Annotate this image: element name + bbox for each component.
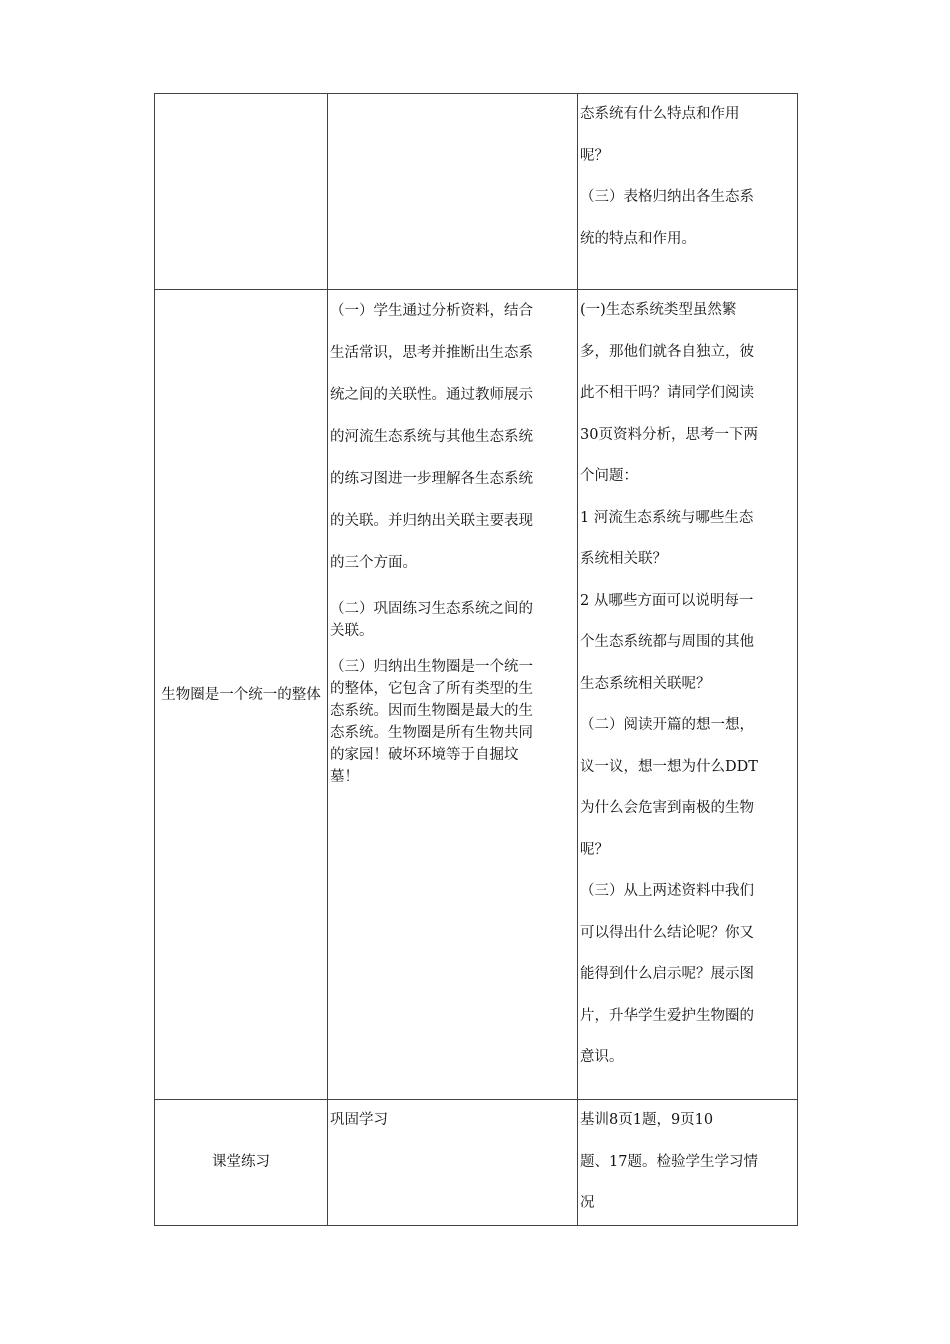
text-line: 墓！ (330, 769, 359, 785)
table-row (155, 1100, 798, 1226)
text-line: (一)生态系统类型虽然繁 (580, 302, 737, 318)
text-line: 议一议，想一想为什么DDT (580, 758, 758, 775)
text-line: 为什么会危害到南极的生物 (580, 800, 754, 816)
row3-stage-cell (155, 1100, 328, 1226)
row2-student-cell (328, 290, 578, 1100)
text-line: 关联。 (330, 623, 374, 639)
text-line: 生态系统相关联呢？ (580, 675, 711, 692)
text-line: 的关联。并归纳出关联主要表现 (330, 513, 533, 529)
table-row (155, 290, 798, 1100)
text-line: 的整体，它包含了所有类型的生 (330, 681, 533, 697)
text-line: 巩固学习 (330, 1112, 388, 1128)
text-line: 意识。 (580, 1049, 624, 1065)
text-line: 片，升华学生爱护生物圈的 (580, 1007, 754, 1024)
text-line: 的练习图进一步理解各生态系统 (330, 471, 533, 487)
text-line: 个生态系统都与周围的其他 (580, 634, 754, 650)
text-line: 个问题： (580, 468, 638, 484)
text-line: 30页资料分析，思考一下两 (580, 426, 758, 443)
text-line: 生活常识，思考并推断出生态系 (330, 345, 533, 361)
text-line: 的三个方面。 (330, 555, 417, 571)
text-line: 1 河流生态系统与哪些生态 (580, 509, 754, 526)
text-line: （二）阅读开篇的想一想， (580, 717, 754, 733)
text-line: 多，那他们就各自独立，彼 (580, 343, 754, 360)
text-line: 况 (580, 1195, 595, 1211)
text-line: （三）从上两述资料中我们 (580, 883, 754, 899)
text-line: 系统相关联？ (580, 551, 667, 567)
text-line: 可以得出什么结论呢？你又 (580, 924, 754, 941)
text-line: 态系统。生物圈是所有生物共同 (330, 725, 533, 741)
text-line: 基训8页1题，9页10 (580, 1112, 714, 1128)
row2-teacher-cell (578, 290, 798, 1100)
text-line: 态系统有什么特点和作用 (580, 106, 740, 122)
lesson-plan-table (154, 93, 798, 1226)
row1-stage-cell (155, 94, 328, 290)
text-line: 呢？ (580, 841, 609, 858)
row2-stage-cell (155, 290, 328, 1100)
text-line: 统之间的关联性。通过教师展示 (330, 387, 533, 403)
text-line: 题、17题。检验学生学习情 (580, 1153, 758, 1170)
paragraph-gap (328, 642, 577, 656)
text-line: （一）学生通过分析资料，结合 (330, 303, 533, 319)
text-line: （二）巩固练习生态系统之间的 (330, 601, 533, 617)
text-line: 能得到什么启示呢？展示图 (580, 966, 754, 982)
text-line: （三）表格归纳出各生态系 (580, 189, 754, 205)
text-line: 呢？ (580, 147, 609, 164)
text-line: 态系统。因而生物圈是最大的生 (330, 703, 533, 719)
text-line: 的河流生态系统与其他生态系统 (330, 429, 533, 445)
text-line: 2 从哪些方面可以说明每一 (580, 592, 754, 609)
row1-student-cell (328, 94, 578, 290)
row1-teacher-cell (578, 94, 798, 290)
stage-label: 生物圈是一个统一的整体 (161, 686, 321, 703)
stage-label: 课堂练习 (212, 1154, 270, 1171)
row3-student-cell (328, 1100, 578, 1226)
table-row (155, 94, 798, 290)
text-line: 统的特点和作用。 (580, 230, 696, 247)
row3-teacher-cell (578, 1100, 798, 1226)
text-line: 的家园！破坏环境等于自掘坟 (330, 747, 519, 763)
text-line: 此不相干吗？请同学们阅读 (580, 385, 754, 401)
text-line: （三）归纳出生物圈是一个统一 (330, 659, 533, 675)
paragraph-gap (328, 584, 577, 598)
